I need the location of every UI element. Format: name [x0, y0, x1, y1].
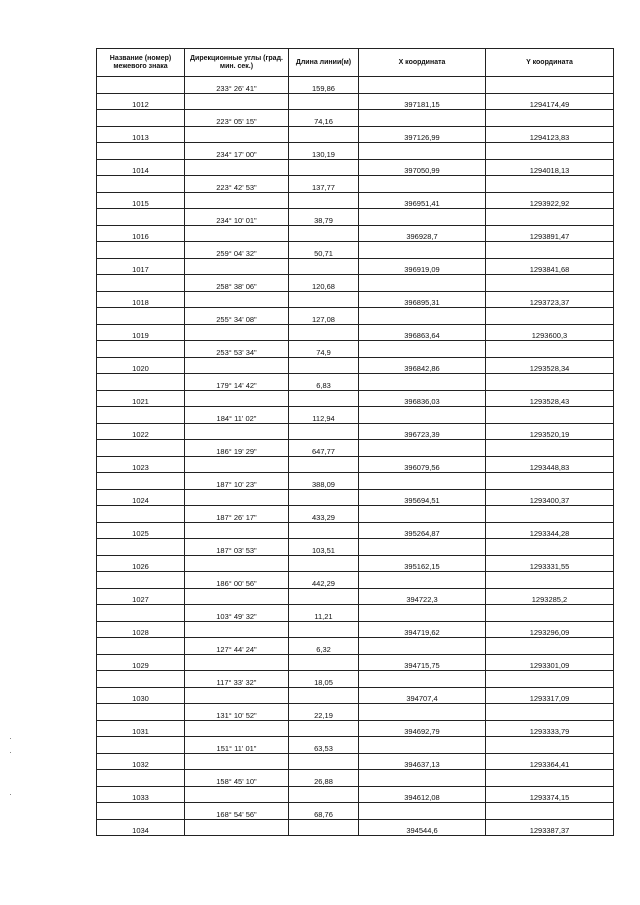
cell-length: 159,86 [289, 77, 359, 94]
cell-x: 396951,41 [359, 192, 486, 209]
table-row-segment [97, 572, 614, 589]
cell-y: 1294174,49 [486, 93, 614, 110]
table-row-point [97, 456, 614, 473]
cell-y [486, 506, 614, 523]
table-row-point [97, 225, 614, 242]
cell-length [289, 621, 359, 638]
cell-angle: 255° 34' 08" [185, 308, 289, 325]
cell-y [486, 473, 614, 490]
cell-angle [185, 621, 289, 638]
table-row-point [97, 786, 614, 803]
cell-x: 396919,09 [359, 258, 486, 275]
cell-y: 1293333,79 [486, 720, 614, 737]
cell-name: 1022 [97, 423, 185, 440]
table-row-point [97, 258, 614, 275]
cell-angle [185, 456, 289, 473]
table-header-row [97, 49, 614, 77]
cell-length [289, 357, 359, 374]
table-row-segment [97, 242, 614, 259]
cell-length [289, 786, 359, 803]
cell-angle [185, 522, 289, 539]
cell-name: 1012 [97, 93, 185, 110]
cell-name: 1026 [97, 555, 185, 572]
table-body [97, 77, 614, 836]
cell-length [289, 192, 359, 209]
table-row-segment [97, 77, 614, 94]
cell-y: 1293922,92 [486, 192, 614, 209]
table-row-segment [97, 638, 614, 655]
cell-x [359, 737, 486, 754]
table-row-segment [97, 605, 614, 622]
cell-y [486, 704, 614, 721]
cell-name: 1017 [97, 258, 185, 275]
cell-name [97, 704, 185, 721]
table-row-segment [97, 341, 614, 358]
cell-angle [185, 324, 289, 341]
table-row-segment [97, 110, 614, 127]
cell-length [289, 159, 359, 176]
cell-length: 74,16 [289, 110, 359, 127]
cell-length: 50,71 [289, 242, 359, 259]
cell-length: 647,77 [289, 440, 359, 457]
cell-name: 1015 [97, 192, 185, 209]
table-row-point [97, 555, 614, 572]
boundary-coordinates-table [96, 48, 614, 836]
table-row-point [97, 588, 614, 605]
table-row-segment [97, 737, 614, 754]
table-row-point [97, 357, 614, 374]
header-length: Длина линии(м) [289, 49, 359, 77]
cell-length: 137,77 [289, 176, 359, 193]
table-row-point [97, 489, 614, 506]
cell-y: 1293301,09 [486, 654, 614, 671]
cell-x [359, 803, 486, 820]
cell-name: 1031 [97, 720, 185, 737]
cell-length [289, 291, 359, 308]
cell-angle: 253° 53' 34" [185, 341, 289, 358]
cell-y [486, 242, 614, 259]
cell-y [486, 77, 614, 94]
header-x: X координата [359, 49, 486, 77]
cell-name: 1032 [97, 753, 185, 770]
cell-length: 18,05 [289, 671, 359, 688]
cell-name: 1028 [97, 621, 185, 638]
cell-x: 395264,87 [359, 522, 486, 539]
cell-name [97, 110, 185, 127]
cell-x: 395694,51 [359, 489, 486, 506]
cell-length [289, 423, 359, 440]
cell-angle [185, 225, 289, 242]
cell-x: 394544,6 [359, 819, 486, 836]
cell-x: 395162,15 [359, 555, 486, 572]
cell-angle: 103° 49' 32" [185, 605, 289, 622]
cell-x [359, 572, 486, 589]
cell-x: 396836,03 [359, 390, 486, 407]
table-row-point [97, 159, 614, 176]
cell-y [486, 143, 614, 160]
cell-name [97, 242, 185, 259]
cell-name [97, 374, 185, 391]
cell-name [97, 143, 185, 160]
cell-angle: 131° 10' 52" [185, 704, 289, 721]
cell-length [289, 720, 359, 737]
cell-angle [185, 753, 289, 770]
cell-x: 397181,15 [359, 93, 486, 110]
cell-angle: 158° 45' 10" [185, 770, 289, 787]
cell-y: 1293364,41 [486, 753, 614, 770]
cell-angle: 187° 03' 53" [185, 539, 289, 556]
cell-x: 394692,79 [359, 720, 486, 737]
cell-name [97, 605, 185, 622]
cell-x [359, 506, 486, 523]
cell-x [359, 374, 486, 391]
cell-name: 1030 [97, 687, 185, 704]
cell-y [486, 605, 614, 622]
cell-name [97, 638, 185, 655]
cell-x [359, 539, 486, 556]
table-row-segment [97, 308, 614, 325]
cell-name [97, 539, 185, 556]
cell-length [289, 324, 359, 341]
cell-length [289, 555, 359, 572]
cell-angle [185, 423, 289, 440]
cell-length: 68,76 [289, 803, 359, 820]
cell-angle [185, 720, 289, 737]
cell-y [486, 539, 614, 556]
cell-y [486, 374, 614, 391]
cell-x: 396079,56 [359, 456, 486, 473]
cell-name [97, 440, 185, 457]
cell-y [486, 275, 614, 292]
cell-x [359, 110, 486, 127]
cell-length: 388,09 [289, 473, 359, 490]
cell-length [289, 390, 359, 407]
cell-y [486, 341, 614, 358]
cell-y [486, 770, 614, 787]
cell-x [359, 143, 486, 160]
cell-name: 1023 [97, 456, 185, 473]
cell-angle [185, 555, 289, 572]
cell-x [359, 242, 486, 259]
cell-y: 1294018,13 [486, 159, 614, 176]
cell-x: 394719,62 [359, 621, 486, 638]
cell-x [359, 704, 486, 721]
cell-x: 396895,31 [359, 291, 486, 308]
cell-y: 1293723,37 [486, 291, 614, 308]
cell-y: 1293296,09 [486, 621, 614, 638]
cell-angle: 127° 44' 24" [185, 638, 289, 655]
cell-name: 1019 [97, 324, 185, 341]
cell-angle: 168° 54' 56" [185, 803, 289, 820]
cell-y: 1293374,15 [486, 786, 614, 803]
cell-length: 22,19 [289, 704, 359, 721]
cell-x: 394612,08 [359, 786, 486, 803]
cell-name [97, 572, 185, 589]
cell-x: 394637,13 [359, 753, 486, 770]
cell-angle: 258° 38' 06" [185, 275, 289, 292]
cell-angle: 223° 42' 53" [185, 176, 289, 193]
table-row-segment [97, 539, 614, 556]
cell-x: 394707,4 [359, 687, 486, 704]
cell-x: 396723,39 [359, 423, 486, 440]
cell-angle [185, 390, 289, 407]
cell-x [359, 77, 486, 94]
cell-x: 397050,99 [359, 159, 486, 176]
cell-x: 396928,7 [359, 225, 486, 242]
cell-y [486, 803, 614, 820]
cell-name: 1020 [97, 357, 185, 374]
cell-name [97, 341, 185, 358]
cell-y: 1293387,37 [486, 819, 614, 836]
cell-y: 1293520,19 [486, 423, 614, 440]
cell-y: 1293600,3 [486, 324, 614, 341]
cell-length: 26,88 [289, 770, 359, 787]
cell-x [359, 473, 486, 490]
cell-name: 1016 [97, 225, 185, 242]
table-row-segment [97, 275, 614, 292]
cell-x: 397126,99 [359, 126, 486, 143]
cell-name [97, 407, 185, 424]
cell-length [289, 258, 359, 275]
cell-length [289, 588, 359, 605]
cell-angle: 259° 04' 32" [185, 242, 289, 259]
table-row-point [97, 687, 614, 704]
table-row-point [97, 192, 614, 209]
cell-length: 127,08 [289, 308, 359, 325]
margin-mark [10, 738, 11, 739]
cell-length: 11,21 [289, 605, 359, 622]
table-row-point [97, 93, 614, 110]
cell-angle: 117° 33' 32" [185, 671, 289, 688]
cell-y [486, 176, 614, 193]
cell-y [486, 308, 614, 325]
cell-angle: 179° 14' 42" [185, 374, 289, 391]
table-row-segment [97, 704, 614, 721]
cell-angle: 151° 11' 01" [185, 737, 289, 754]
cell-length: 130,19 [289, 143, 359, 160]
cell-x [359, 440, 486, 457]
cell-x [359, 308, 486, 325]
cell-name: 1014 [97, 159, 185, 176]
cell-name: 1027 [97, 588, 185, 605]
cell-y [486, 671, 614, 688]
cell-length [289, 93, 359, 110]
cell-angle [185, 786, 289, 803]
cell-x [359, 176, 486, 193]
cell-x [359, 770, 486, 787]
cell-length: 6,83 [289, 374, 359, 391]
cell-angle: 186° 19' 29" [185, 440, 289, 457]
cell-length: 442,29 [289, 572, 359, 589]
table-row-segment [97, 473, 614, 490]
table-row-point [97, 390, 614, 407]
cell-name [97, 803, 185, 820]
cell-name: 1034 [97, 819, 185, 836]
header-y: Y координата [486, 49, 614, 77]
cell-angle: 233° 26' 41" [185, 77, 289, 94]
table-row-point [97, 324, 614, 341]
cell-angle [185, 489, 289, 506]
cell-length [289, 456, 359, 473]
cell-x [359, 341, 486, 358]
table-row-segment [97, 407, 614, 424]
table-row-point [97, 753, 614, 770]
cell-angle [185, 819, 289, 836]
cell-y: 1293344,28 [486, 522, 614, 539]
cell-length [289, 654, 359, 671]
cell-angle: 234° 17' 00" [185, 143, 289, 160]
cell-x [359, 209, 486, 226]
cell-angle [185, 258, 289, 275]
cell-length [289, 126, 359, 143]
cell-name: 1018 [97, 291, 185, 308]
cell-name: 1024 [97, 489, 185, 506]
cell-length [289, 753, 359, 770]
table-row-segment [97, 671, 614, 688]
cell-y: 1293448,83 [486, 456, 614, 473]
cell-length: 120,68 [289, 275, 359, 292]
cell-angle: 187° 10' 23" [185, 473, 289, 490]
cell-name [97, 176, 185, 193]
cell-name: 1021 [97, 390, 185, 407]
cell-y [486, 110, 614, 127]
cell-length [289, 522, 359, 539]
cell-y [486, 638, 614, 655]
cell-x [359, 605, 486, 622]
cell-name [97, 275, 185, 292]
cell-angle: 234° 10' 01" [185, 209, 289, 226]
table-row-point [97, 291, 614, 308]
cell-angle [185, 159, 289, 176]
cell-name [97, 671, 185, 688]
cell-y [486, 572, 614, 589]
cell-y [486, 209, 614, 226]
cell-name: 1033 [97, 786, 185, 803]
cell-angle: 184° 11' 02" [185, 407, 289, 424]
cell-length: 433,29 [289, 506, 359, 523]
cell-y: 1293528,43 [486, 390, 614, 407]
cell-x [359, 275, 486, 292]
cell-angle [185, 357, 289, 374]
cell-x [359, 638, 486, 655]
cell-angle [185, 291, 289, 308]
cell-name: 1025 [97, 522, 185, 539]
margin-mark [10, 752, 11, 753]
cell-y: 1293331,55 [486, 555, 614, 572]
cell-angle [185, 93, 289, 110]
cell-length: 6,32 [289, 638, 359, 655]
table-row-segment [97, 209, 614, 226]
cell-length [289, 819, 359, 836]
table-row-point [97, 126, 614, 143]
cell-angle [185, 588, 289, 605]
cell-name [97, 473, 185, 490]
cell-x: 394715,75 [359, 654, 486, 671]
table-row-segment [97, 506, 614, 523]
cell-y: 1293891,47 [486, 225, 614, 242]
cell-angle: 187° 26' 17" [185, 506, 289, 523]
cell-y: 1294123,83 [486, 126, 614, 143]
cell-length: 63,53 [289, 737, 359, 754]
header-angle: Дирекционные углы (град. мин. сек.) [185, 49, 289, 77]
header-name: Название (номер) межевого знака [97, 49, 185, 77]
margin-mark [10, 794, 11, 795]
table-row-segment [97, 176, 614, 193]
cell-angle [185, 654, 289, 671]
cell-name [97, 209, 185, 226]
cell-length: 74,9 [289, 341, 359, 358]
cell-y: 1293528,34 [486, 357, 614, 374]
table-row-point [97, 819, 614, 836]
cell-name [97, 308, 185, 325]
cell-x: 396842,86 [359, 357, 486, 374]
cell-y: 1293841,68 [486, 258, 614, 275]
cell-length [289, 225, 359, 242]
cell-name [97, 737, 185, 754]
cell-angle [185, 192, 289, 209]
cell-length: 38,79 [289, 209, 359, 226]
cell-name: 1029 [97, 654, 185, 671]
cell-length: 103,51 [289, 539, 359, 556]
cell-name: 1013 [97, 126, 185, 143]
table-row-point [97, 522, 614, 539]
cell-angle: 186° 00' 56" [185, 572, 289, 589]
cell-length [289, 489, 359, 506]
cell-x [359, 407, 486, 424]
table-row-point [97, 423, 614, 440]
cell-angle [185, 126, 289, 143]
cell-name [97, 77, 185, 94]
cell-angle [185, 687, 289, 704]
table-row-point [97, 720, 614, 737]
cell-y [486, 737, 614, 754]
cell-x: 394722,3 [359, 588, 486, 605]
cell-y [486, 407, 614, 424]
table-row-point [97, 654, 614, 671]
cell-length: 112,94 [289, 407, 359, 424]
cell-angle: 223° 05' 15" [185, 110, 289, 127]
cell-y: 1293317,09 [486, 687, 614, 704]
cell-name [97, 506, 185, 523]
cell-y: 1293400,37 [486, 489, 614, 506]
cell-name [97, 770, 185, 787]
table-row-segment [97, 143, 614, 160]
cell-x: 396863,64 [359, 324, 486, 341]
table-row-segment [97, 770, 614, 787]
table-row-point [97, 621, 614, 638]
table-row-segment [97, 374, 614, 391]
cell-y: 1293285,2 [486, 588, 614, 605]
cell-x [359, 671, 486, 688]
table-row-segment [97, 803, 614, 820]
table-row-segment [97, 440, 614, 457]
cell-length [289, 687, 359, 704]
cell-y [486, 440, 614, 457]
